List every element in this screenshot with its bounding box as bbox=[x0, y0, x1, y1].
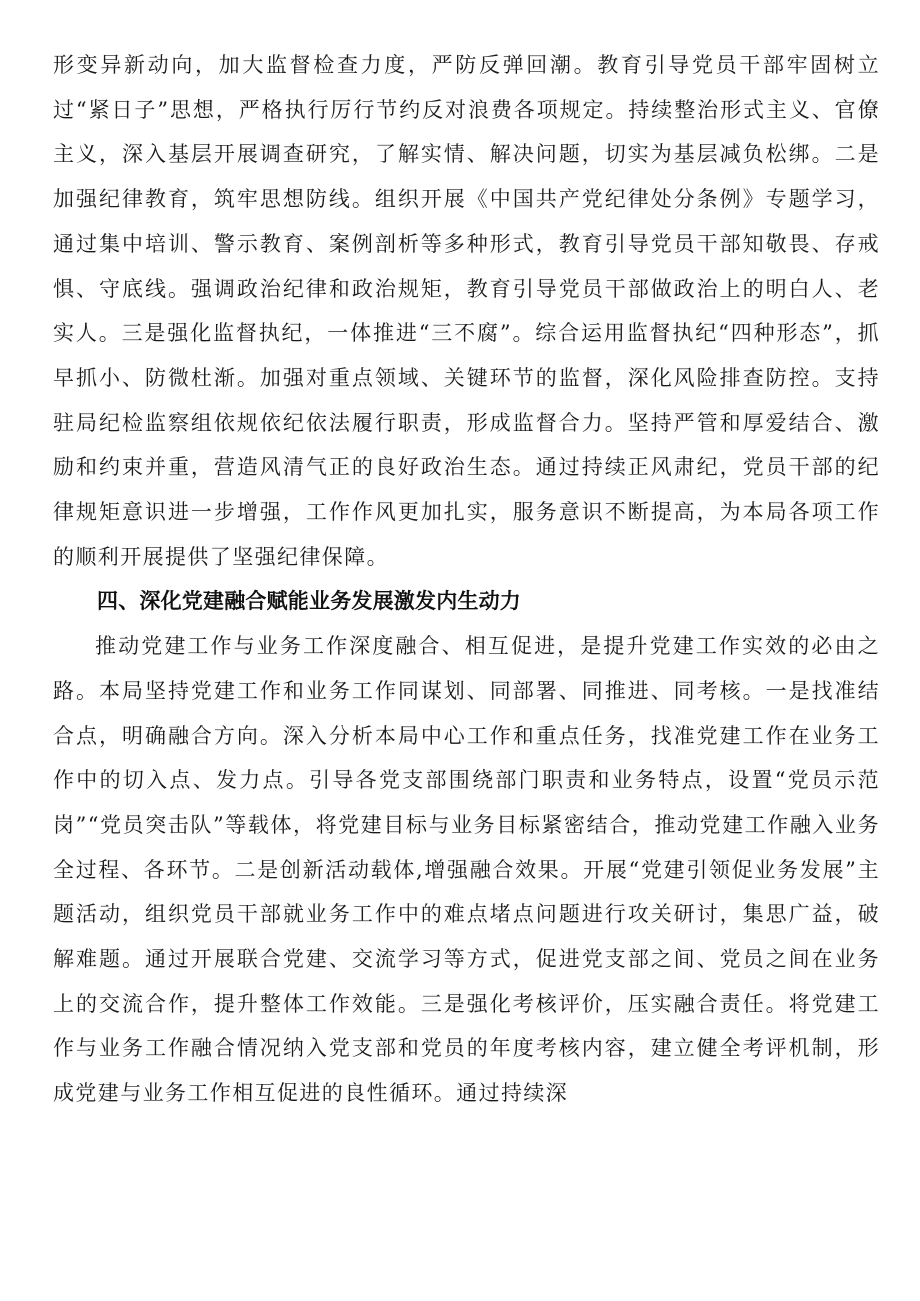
section-paragraph: 推动党建工作与业务工作深度融合、相互促进，是提升党建工作实效的必由之路。本局坚持党建工作和业务工作同谋划、同部署、同推进、同考核。一是找准结合点，明确融合方向。深入分析本局中心工作和重点任务，找准党建工作在业务工作中的切入点、发力点。引导各党支部围绕部门职责和业务特点，设置“党员示范岗”“党员突击队”等载体，将党建目标与业务目标紧密结合，推动党建工作融入业务全过程、各环节。二是创新活动载体,增强融合效果。开展“党建引领促业务发展”主题活动，组织党员干部就业务工作中的难点堵点问题进行攻关研讨，集思广益，破解难题。通过开展联合党建、交流学习等方式，促进党支部之间、党员之间在业务上的交流合作，提升整体工作效能。三是强化考核评价，压实融合责任。将党建工作与业务工作融合情况纳入党支部和党员的年度考核内容，建立健全考评机制，形成党建与业务工作相互促进的良性循环。通过持续深 bbox=[53, 634, 880, 1106]
paragraph-continued: 形变异新动向，加大监督检查力度，严防反弹回潮。教育引导党员干部牢固树立过“紧日子”思想，严格执行厉行节约反对浪费各项规定。持续整治形式主义、官僚主义，深入基层开展调查研究，了解实情、解决问题，切实为基层减负松绑。二是加强纪律教育，筑牢思想防线。组织开展《中国共产党纪律处分条例》专题学习，通过集中培训、警示教育、案例剖析等多种形式，教育引导党员干部知敬畏、存戒惧、守底线。强调政治纪律和政治规矩，教育引导党员干部做政治上的明白人、老实人。三是强化监督执纪，一体推进“三不腐”。综合运用监督执纪“四种形态”，抓早抓小、防微杜渐。加强对重点领域、关键环节的监督，深化风险排查防控。支持驻局纪检监察组依规依纪依法履行职责，形成监督合力。坚持严管和厚爱结合、激励和约束并重，营造风清气正的良好政治生态。通过持续正风肃纪，党员干部的纪律规矩意识进一步增强，工作作风更加扎实，服务意识不断提高，为本局各项工作的顺利开展提供了坚强纪律保障。 bbox=[53, 53, 880, 569]
section-heading: 四、深化党建融合赋能业务发展激发内生动力 bbox=[97, 589, 521, 614]
